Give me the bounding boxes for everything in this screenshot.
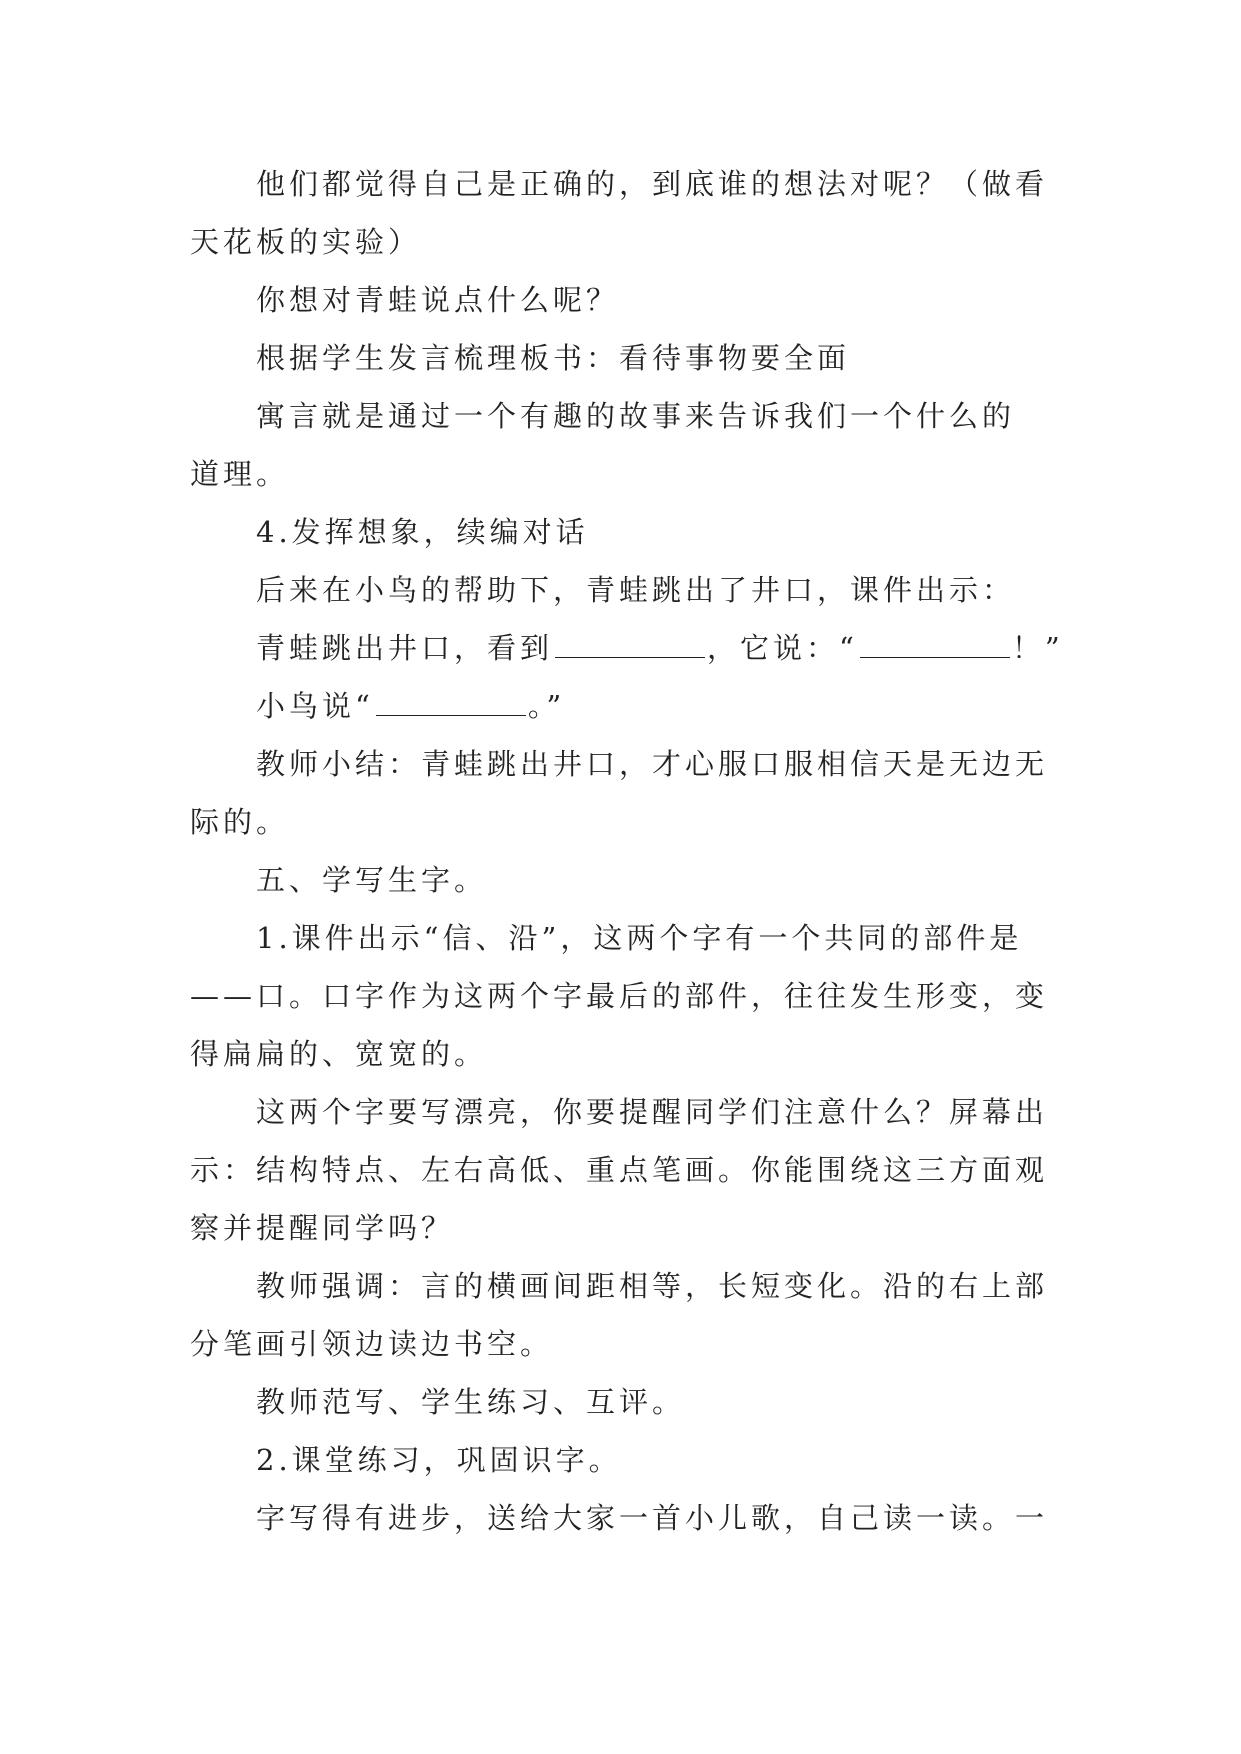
paragraph-11	[190, 909, 1060, 1083]
paragraph-12	[190, 1083, 1060, 1257]
paragraph-line: 察并提醒同学吗？	[190, 1211, 455, 1245]
blank-underline	[860, 635, 1010, 658]
paragraph-line: 后来在小鸟的帮助下，青蛙跳出了井口，课件出示：	[256, 573, 1016, 607]
paragraph-9	[190, 735, 1060, 851]
paragraph-line: 你想对青蛙说点什么呢？	[256, 283, 620, 317]
paragraph-line: 示：结构特点、左右高低、重点笔画。你能围绕这三方面观	[190, 1153, 1049, 1187]
paragraph-2	[190, 271, 1060, 329]
blank-underline	[376, 693, 526, 716]
section-heading: 4.发挥想象，续编对话	[256, 515, 589, 549]
paragraph-line: 际的。	[190, 805, 290, 839]
paragraph-5	[190, 503, 1060, 561]
paragraph-line: 天花板的实验）	[190, 225, 422, 259]
fill-in-text: ，它说：“	[707, 631, 858, 665]
paragraph-line: 教师小结：青蛙跳出井口，才心服口服相信天是无边无	[256, 747, 1049, 781]
paragraph-7-fill-in	[190, 619, 1064, 677]
paragraph-10	[190, 851, 1060, 909]
fill-in-text: 青蛙跳出井口，看到	[256, 631, 554, 665]
fill-in-text: ！”	[1011, 631, 1064, 665]
paragraph-line: ——口。口字作为这两个字最后的部件，往往发生形变，变	[190, 979, 1049, 1013]
paragraph-15	[190, 1431, 1060, 1489]
section-heading: 2.课堂练习，巩固识字。	[256, 1443, 622, 1477]
paragraph-line: 教师范写、学生练习、互评。	[256, 1385, 686, 1419]
paragraph-line: 字写得有进步，送给大家一首小儿歌，自己读一读。一	[256, 1501, 1049, 1535]
fill-in-text: 小鸟说“	[256, 689, 374, 723]
document-page	[190, 155, 1064, 1547]
paragraph-13	[190, 1257, 1060, 1373]
paragraph-3	[190, 329, 1060, 387]
paragraph-4	[190, 387, 1060, 503]
blank-underline	[555, 635, 705, 658]
fill-in-line	[190, 677, 1060, 735]
paragraph-14	[190, 1373, 1060, 1431]
paragraph-line: 1.课件出示“信、沿”，这两个字有一个共同的部件是	[256, 921, 1023, 955]
paragraph-line: 道理。	[190, 457, 290, 491]
fill-in-text: 。”	[527, 689, 566, 723]
paragraph-line: 这两个字要写漂亮，你要提醒同学们注意什么？屏幕出	[256, 1095, 1049, 1129]
paragraph-line: 分笔画引领边读边书空。	[190, 1327, 554, 1361]
fill-in-line	[190, 619, 1064, 677]
paragraph-line: 教师强调：言的横画间距相等，长短变化。沿的右上部	[256, 1269, 1049, 1303]
paragraph-16	[190, 1489, 1060, 1547]
paragraph-line: 寓言就是通过一个有趣的故事来告诉我们一个什么的	[256, 399, 1016, 433]
paragraph-line: 根据学生发言梳理板书：看待事物要全面	[256, 341, 851, 375]
paragraph-6	[190, 561, 1060, 619]
paragraph-1	[190, 155, 1060, 271]
section-heading: 五、学写生字。	[256, 863, 488, 897]
paragraph-8-fill-in	[190, 677, 1060, 735]
paragraph-line: 得扁扁的、宽宽的。	[190, 1037, 488, 1071]
paragraph-line: 他们都觉得自己是正确的，到底谁的想法对呢？（做看	[256, 167, 1049, 201]
